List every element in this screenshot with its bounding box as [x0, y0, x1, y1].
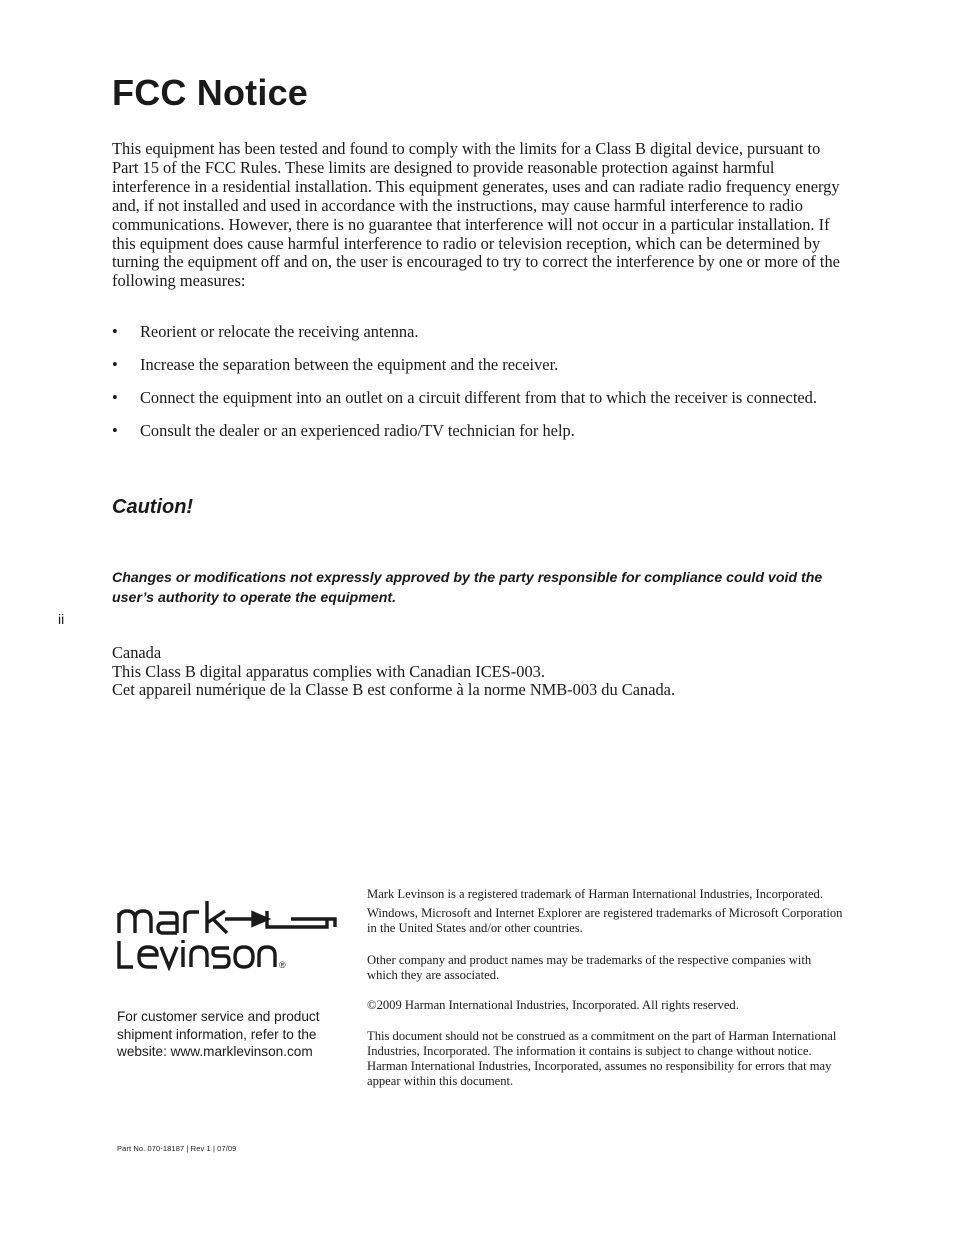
measures-list [112, 322, 842, 454]
microsoft-trademark-notice: Windows, Microsoft and Internet Explorer are registered trademarks of Microsoft Corporation in the United States and/or other countries. [367, 906, 843, 936]
measure-text: Consult the dealer or an experienced radio/TV technician for help. [140, 421, 575, 440]
page-title: FCC Notice [112, 72, 309, 113]
other-trademarks-notice: Other company and product names may be trademarks of the respective companies with which they are associated. [367, 953, 812, 983]
page-number: ii [58, 611, 65, 627]
mark-levinson-logo [117, 893, 341, 973]
canada-section [112, 644, 852, 700]
measure-text: Reorient or relocate the receiving antenna. [140, 322, 419, 341]
trademark-notice: Mark Levinson is a registered trademark of Harman International Industries, Incorporated. [367, 887, 824, 901]
disclaimer-notice: This document should not be construed as a commitment on the part of Harman International Industries, Incorporated. The information it contains is subject to change without notice. Harman International Industries, Incorporated, assumes no responsibility for errors that may appear within this document. [367, 1028, 837, 1088]
bullet-icon: • [112, 355, 118, 374]
customer-service-note: For customer service and product shipment information, refer to the website: www.marklevinson.com [117, 1009, 320, 1059]
bullet-icon: • [112, 421, 118, 440]
list-item [112, 388, 842, 407]
caution-text: Changes or modifications not expressly approved by the party responsible for compliance could void the user’s authority to operate the equipment. [112, 570, 823, 606]
legal-notices [367, 887, 845, 1089]
list-item [112, 355, 842, 374]
measure-text: Connect the equipment into an outlet on a circuit different from that to which the receiver is connected. [140, 388, 817, 407]
registered-mark: ® [279, 960, 286, 970]
canada-french-statement: Cet appareil numérique de la Classe B est conforme à la norme NMB-003 du Canada. [112, 680, 676, 700]
bullet-icon: • [112, 322, 118, 341]
caution-heading: Caution! [112, 496, 194, 518]
copyright-notice: ©2009 Harman International Industries, Incorporated. All rights reserved. [367, 998, 739, 1013]
measure-text: Increase the separation between the equipment and the receiver. [140, 355, 559, 374]
list-item [112, 421, 842, 440]
canada-english-statement: This Class B digital apparatus complies with Canadian ICES-003. [112, 661, 545, 681]
canada-heading: Canada [112, 643, 162, 662]
intro-paragraph: This equipment has been tested and found to comply with the limits for a Class B digital device, pursuant to Part 15 of the FCC Rules. These limits are designed to provide reasonable protection against harmful interference in a residential installation. This equipment generates, uses and can radiate radio frequency energy and, if not installed and used in accordance with the instructions, may cause harmful interference to radio communications. However, there is no guarantee that interference will not occur in a particular installation. If this equipment does cause harmful interference to radio or television reception, which can be determined by turning the equipment off and on, the user is encouraged to try to correct the interference by one or more of the following measures: [112, 139, 840, 291]
bullet-icon: • [112, 388, 118, 407]
list-item [112, 322, 842, 341]
part-number: Part No. 070-18187 | Rev 1 | 07/09 [117, 1144, 237, 1153]
